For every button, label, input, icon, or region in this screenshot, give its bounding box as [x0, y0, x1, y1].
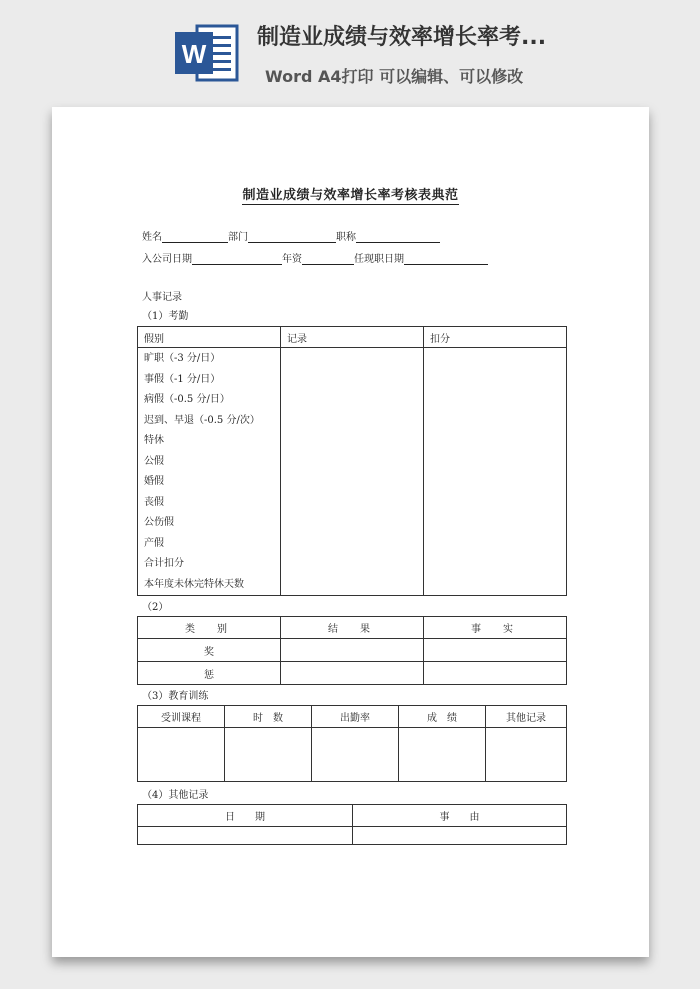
leave-item: 本年度未休完特休天数 [144, 578, 244, 590]
current-date-label: 任现职日期 [354, 254, 404, 265]
leave-item: 丧假 [144, 496, 164, 508]
leave-item: 合计扣分 [144, 558, 184, 569]
header-banner [0, 0, 700, 100]
word-icon-letter: W [181, 39, 207, 69]
leave-type-list [138, 348, 281, 596]
reward-row-label: 奖 [138, 639, 281, 662]
punishment-row [138, 662, 567, 685]
leave-item: 公假 [144, 455, 164, 467]
other-reason-cell[interactable] [353, 827, 567, 845]
training-score-cell[interactable] [399, 728, 486, 782]
leave-item: 公伤假 [144, 517, 174, 528]
attendance-header-deduct: 扣分 [424, 327, 567, 348]
position-label: 职称 [336, 232, 356, 243]
other-body-row [138, 827, 567, 845]
other-header-reason: 事 由 [353, 805, 567, 827]
leave-item: 特休 [144, 435, 164, 446]
attendance-table [137, 326, 567, 596]
training-other-cell[interactable] [486, 728, 567, 782]
reward-table [137, 616, 567, 685]
reward-result-cell[interactable] [281, 639, 424, 662]
attendance-label: （1）考勤 [142, 311, 189, 322]
current-date-blank[interactable] [404, 253, 488, 265]
punishment-fact-cell[interactable] [424, 662, 567, 685]
seniority-blank[interactable] [302, 253, 354, 265]
training-header-row [138, 706, 567, 728]
attendance-body-row [138, 348, 567, 596]
leave-item: 迟到、早退（-0.5 分/次） [144, 414, 260, 426]
dept-blank[interactable] [248, 231, 336, 243]
document-subtitle: Word A4打印 可以编辑、可以修改 [265, 67, 524, 86]
training-table [137, 705, 567, 782]
leave-item: 旷职（-3 分/日） [144, 353, 221, 364]
leave-item: 产假 [144, 537, 164, 549]
training-header-attendance: 出勤率 [312, 706, 399, 728]
training-attendance-cell[interactable] [312, 728, 399, 782]
reward-header-result: 结 果 [281, 617, 424, 639]
reward-header-type: 类 别 [138, 617, 281, 639]
training-label: （3）教育训练 [142, 691, 209, 702]
document-page [52, 107, 649, 957]
word-icon [175, 22, 239, 84]
info-line-1 [142, 228, 440, 243]
reward-header-row [138, 617, 567, 639]
training-header-other: 其他记录 [486, 706, 567, 728]
name-blank[interactable] [162, 231, 228, 243]
training-hours-cell[interactable] [225, 728, 312, 782]
training-header-hours: 时 数 [225, 706, 312, 728]
dept-label: 部门 [228, 232, 248, 243]
reward-header-fact: 事 实 [424, 617, 567, 639]
attendance-header-row [138, 327, 567, 348]
other-header-row [138, 805, 567, 827]
training-body-row [138, 728, 567, 782]
training-header-score: 成 绩 [399, 706, 486, 728]
other-date-cell[interactable] [138, 827, 353, 845]
other-header-date: 日 期 [138, 805, 353, 827]
attendance-header-type: 假别 [138, 327, 281, 348]
attendance-record-cell[interactable] [281, 348, 424, 596]
punishment-row-label: 惩 [138, 662, 281, 685]
attendance-header-record: 记录 [281, 327, 424, 348]
other-record-table [137, 804, 567, 845]
reward-label: （2） [142, 602, 169, 613]
position-blank[interactable] [356, 231, 440, 243]
punishment-result-cell[interactable] [281, 662, 424, 685]
attendance-deduct-cell[interactable] [424, 348, 567, 596]
leave-item: 病假（-0.5 分/日） [144, 394, 230, 405]
reward-row [138, 639, 567, 662]
training-course-cell[interactable] [138, 728, 225, 782]
join-date-blank[interactable] [192, 253, 282, 265]
join-date-label: 入公司日期 [142, 254, 192, 265]
document-title: 制造业成绩与效率增长率考... [257, 25, 547, 50]
leave-item: 婚假 [144, 476, 164, 487]
name-label: 姓名 [142, 232, 162, 243]
form-title: 制造业成绩与效率增长率考核表典范 [242, 188, 459, 203]
leave-item: 事假（-1 分/日） [144, 373, 221, 385]
training-header-course: 受训课程 [138, 706, 225, 728]
seniority-label: 年资 [282, 254, 302, 265]
personnel-record-label: 人事记录 [142, 292, 182, 303]
reward-fact-cell[interactable] [424, 639, 567, 662]
info-line-2 [142, 250, 488, 265]
other-record-label: （4）其他记录 [142, 790, 209, 801]
